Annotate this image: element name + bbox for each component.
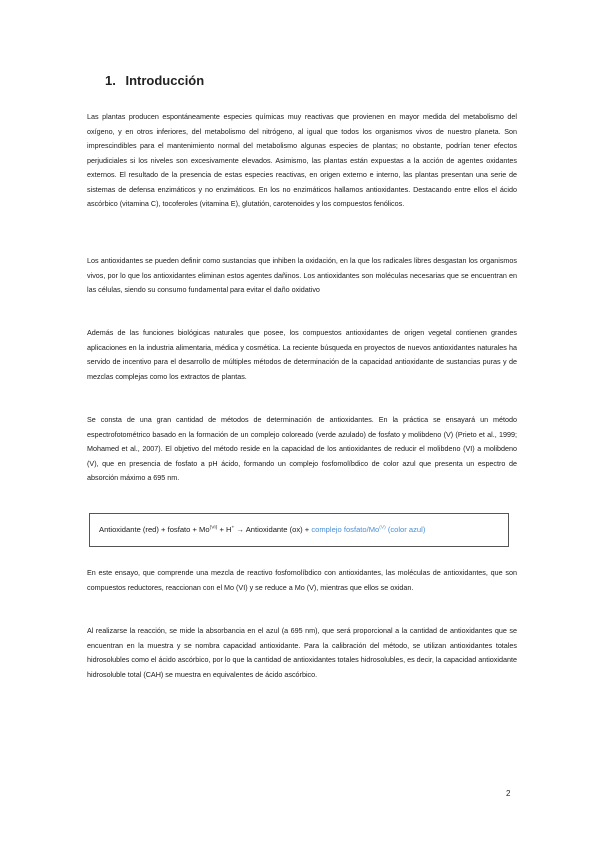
paragraph-5: En este ensayo, que comprende una mezcla de reactivo fosfomolíbdico con antioxidantes, las moléculas de antioxidantes, que son compuestos reductores, reaccionan con el Mo (VI) y se reduce a Mo (V), mientras que ellos se oxidan. — [87, 568, 517, 592]
equation-proton: + H — [217, 525, 232, 534]
page-number: 2 — [506, 789, 511, 798]
equation-reactants: Antioxidante (red) + fosfato + Mo — [99, 525, 210, 534]
paragraph-3: Además de las funciones biológicas naturales que posee, los compuestos antioxidantes de origen vegetal contienen grandes aplicaciones en la industria alimentaria, médica y cosmética. La reciente búsqueda en proyectos de nuevos antioxidantes naturales ha servido de incentivo para el desarrollo de múltiples métodos de determinación de la capacidad antioxidante de sustancias puras y de mezclas complejas como los extractos de plantas. — [87, 328, 517, 381]
paragraph-2: Los antioxidantes se pueden definir como sustancias que inhiben la oxidación, en la que los radicales libres desgastan los organismos vivos, por lo que los antioxidantes eliminan estos agentes dañinos. Los antioxidantes son moléculas necesarias que se encuentran en las células, siendo su consumo fundamental para evitar el daño oxidativo — [87, 256, 517, 294]
equation-complex: complejo fosfato/Mo — [311, 525, 380, 534]
section-title: Introducción — [125, 73, 205, 88]
equation-arrow: → — [234, 525, 246, 534]
equation-products: Antioxidante (ox) + — [245, 525, 312, 534]
equation-mo-v-sup: (V) — [379, 525, 386, 531]
section-number: 1. — [105, 73, 116, 88]
paragraph-6: Al realizarse la reacción, se mide la absorbancia en el azul (a 695 nm), que será proporcional a la cantidad de antioxidantes que se encuentran en la muestra y se nombra capacidad antioxidante. Para la calibración del método, se utilizan antioxidantes totales hidrosolubles como el ácido ascórbico, por lo que la cantidad de antioxidantes totales hidrosolubles, es decir, la capacidad antioxidante hidrosoluble total (CAH) se muestra en equivalentes de ácido ascórbico. — [87, 626, 517, 679]
equation-plus-sup: + — [231, 525, 235, 531]
reaction-equation — [99, 525, 425, 534]
paragraph-1: Las plantas producen espontáneamente especies químicas muy reactivas que provienen en mayor medida del metabolismo del oxígeno, y en otros inferiores, del metabolismo del nitrógeno, al igual que todos los organismos vivos de nuestro planeta. Son imprescindibles para el mantenimiento normal del metabolismo algunas especies de plantas; no obstante, podrían tener efectos perjudiciales si los niveles son excesivamente elevados. Asimismo, las plantas están expuestas a la acción de agentes oxidantes externos. El resultado de la presencia de estas especies reactivas, en origen externo e interno, las plantas presentan una serie de sistemas de defensa enzimáticos y no enzimáticos. En los no enzimáticos hallamos antioxidantes. Destacando entre ellos el ácido ascórbico (vitamina C), tocoferoles (vitamina E), glutatión, carotenoides y los compuestos fenólicos. — [87, 112, 517, 208]
equation-mo-vi-sup: (VI) — [209, 525, 218, 531]
reaction-equation-box — [89, 513, 509, 547]
equation-color-note: (color azul) — [385, 525, 426, 534]
section-heading — [105, 73, 204, 88]
paragraph-4: Se consta de una gran cantidad de métodos de determinación de antioxidantes. En la práctica se ensayará un método espectrofotométrico basado en la formación de un complejo coloreado (verde azulado) de fosfato y molibdeno (V) (Prieto et al., 1999; Mohamed et al., 2007). El objetivo del método reside en la capacidad de los antioxidantes de reducir el molibdeno (VI) a molibdeno (V), que en presencia de fosfato a pH ácido, formando un complejo fosfomolíbdico de color azul que presenta un espectro de absorción máximo a 695 nm. — [87, 415, 517, 482]
